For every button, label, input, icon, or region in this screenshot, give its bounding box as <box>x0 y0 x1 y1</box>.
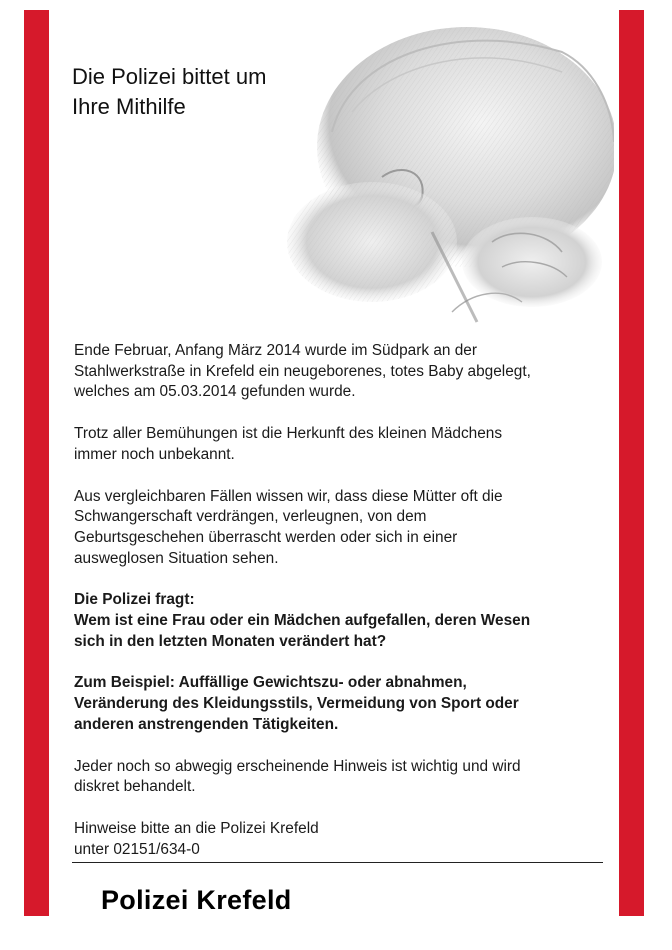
divider-line <box>72 862 603 863</box>
baby-sketch-illustration <box>262 12 614 324</box>
contact-phone: unter 02151/634-0 <box>74 840 200 858</box>
right-red-border <box>619 10 644 916</box>
body-text <box>74 341 614 860</box>
paragraph-comparable-cases: Aus vergleichbaren Fällen wissen wir, dass diese Mütter oft die Schwangerschaft verdrängen, verleugnen, von dem Geburtsgeschehen überrascht werden oder sich in einer ausweglosen Situation sehen. <box>74 487 503 567</box>
paragraph-discovery: Ende Februar, Anfang März 2014 wurde im Südpark an der Stahlwerkstraße in Krefeld ein neugeborenes, totes Baby abgelegt, welches am 05.03.2014 gefunden wurde. <box>74 342 531 401</box>
paragraph-police-question: Die Polizei fragt: Wem ist eine Frau oder ein Mädchen aufgefallen, deren Wesen sich in den letzten Monaten verändert hat? <box>74 591 531 650</box>
paragraph-origin-unknown: Trotz aller Bemühungen ist die Herkunft des kleinen Mädchens immer noch unbekannt. <box>74 425 503 463</box>
footer-title: Polizei Krefeld <box>101 885 292 915</box>
paragraph-discretion: Jeder noch so abwegig erscheinende Hinweis ist wichtig und wird diskret behandelt. <box>74 757 521 796</box>
paragraph-example: Zum Beispiel: Auffällige Gewichtszu- oder abnahmen, Veränderung des Kleidungsstils, Vermeidung von Sport oder anderen anstrengenden Tätigkeiten. <box>74 674 519 733</box>
headline-line-2: Ihre Mithilfe <box>72 94 186 119</box>
headline <box>72 62 266 122</box>
left-red-border <box>24 10 49 916</box>
headline-line-1: Die Polizei bittet um <box>72 64 267 89</box>
paragraph-contact: Hinweise bitte an die Polizei Krefeld unter 02151/634-0 <box>74 819 319 858</box>
